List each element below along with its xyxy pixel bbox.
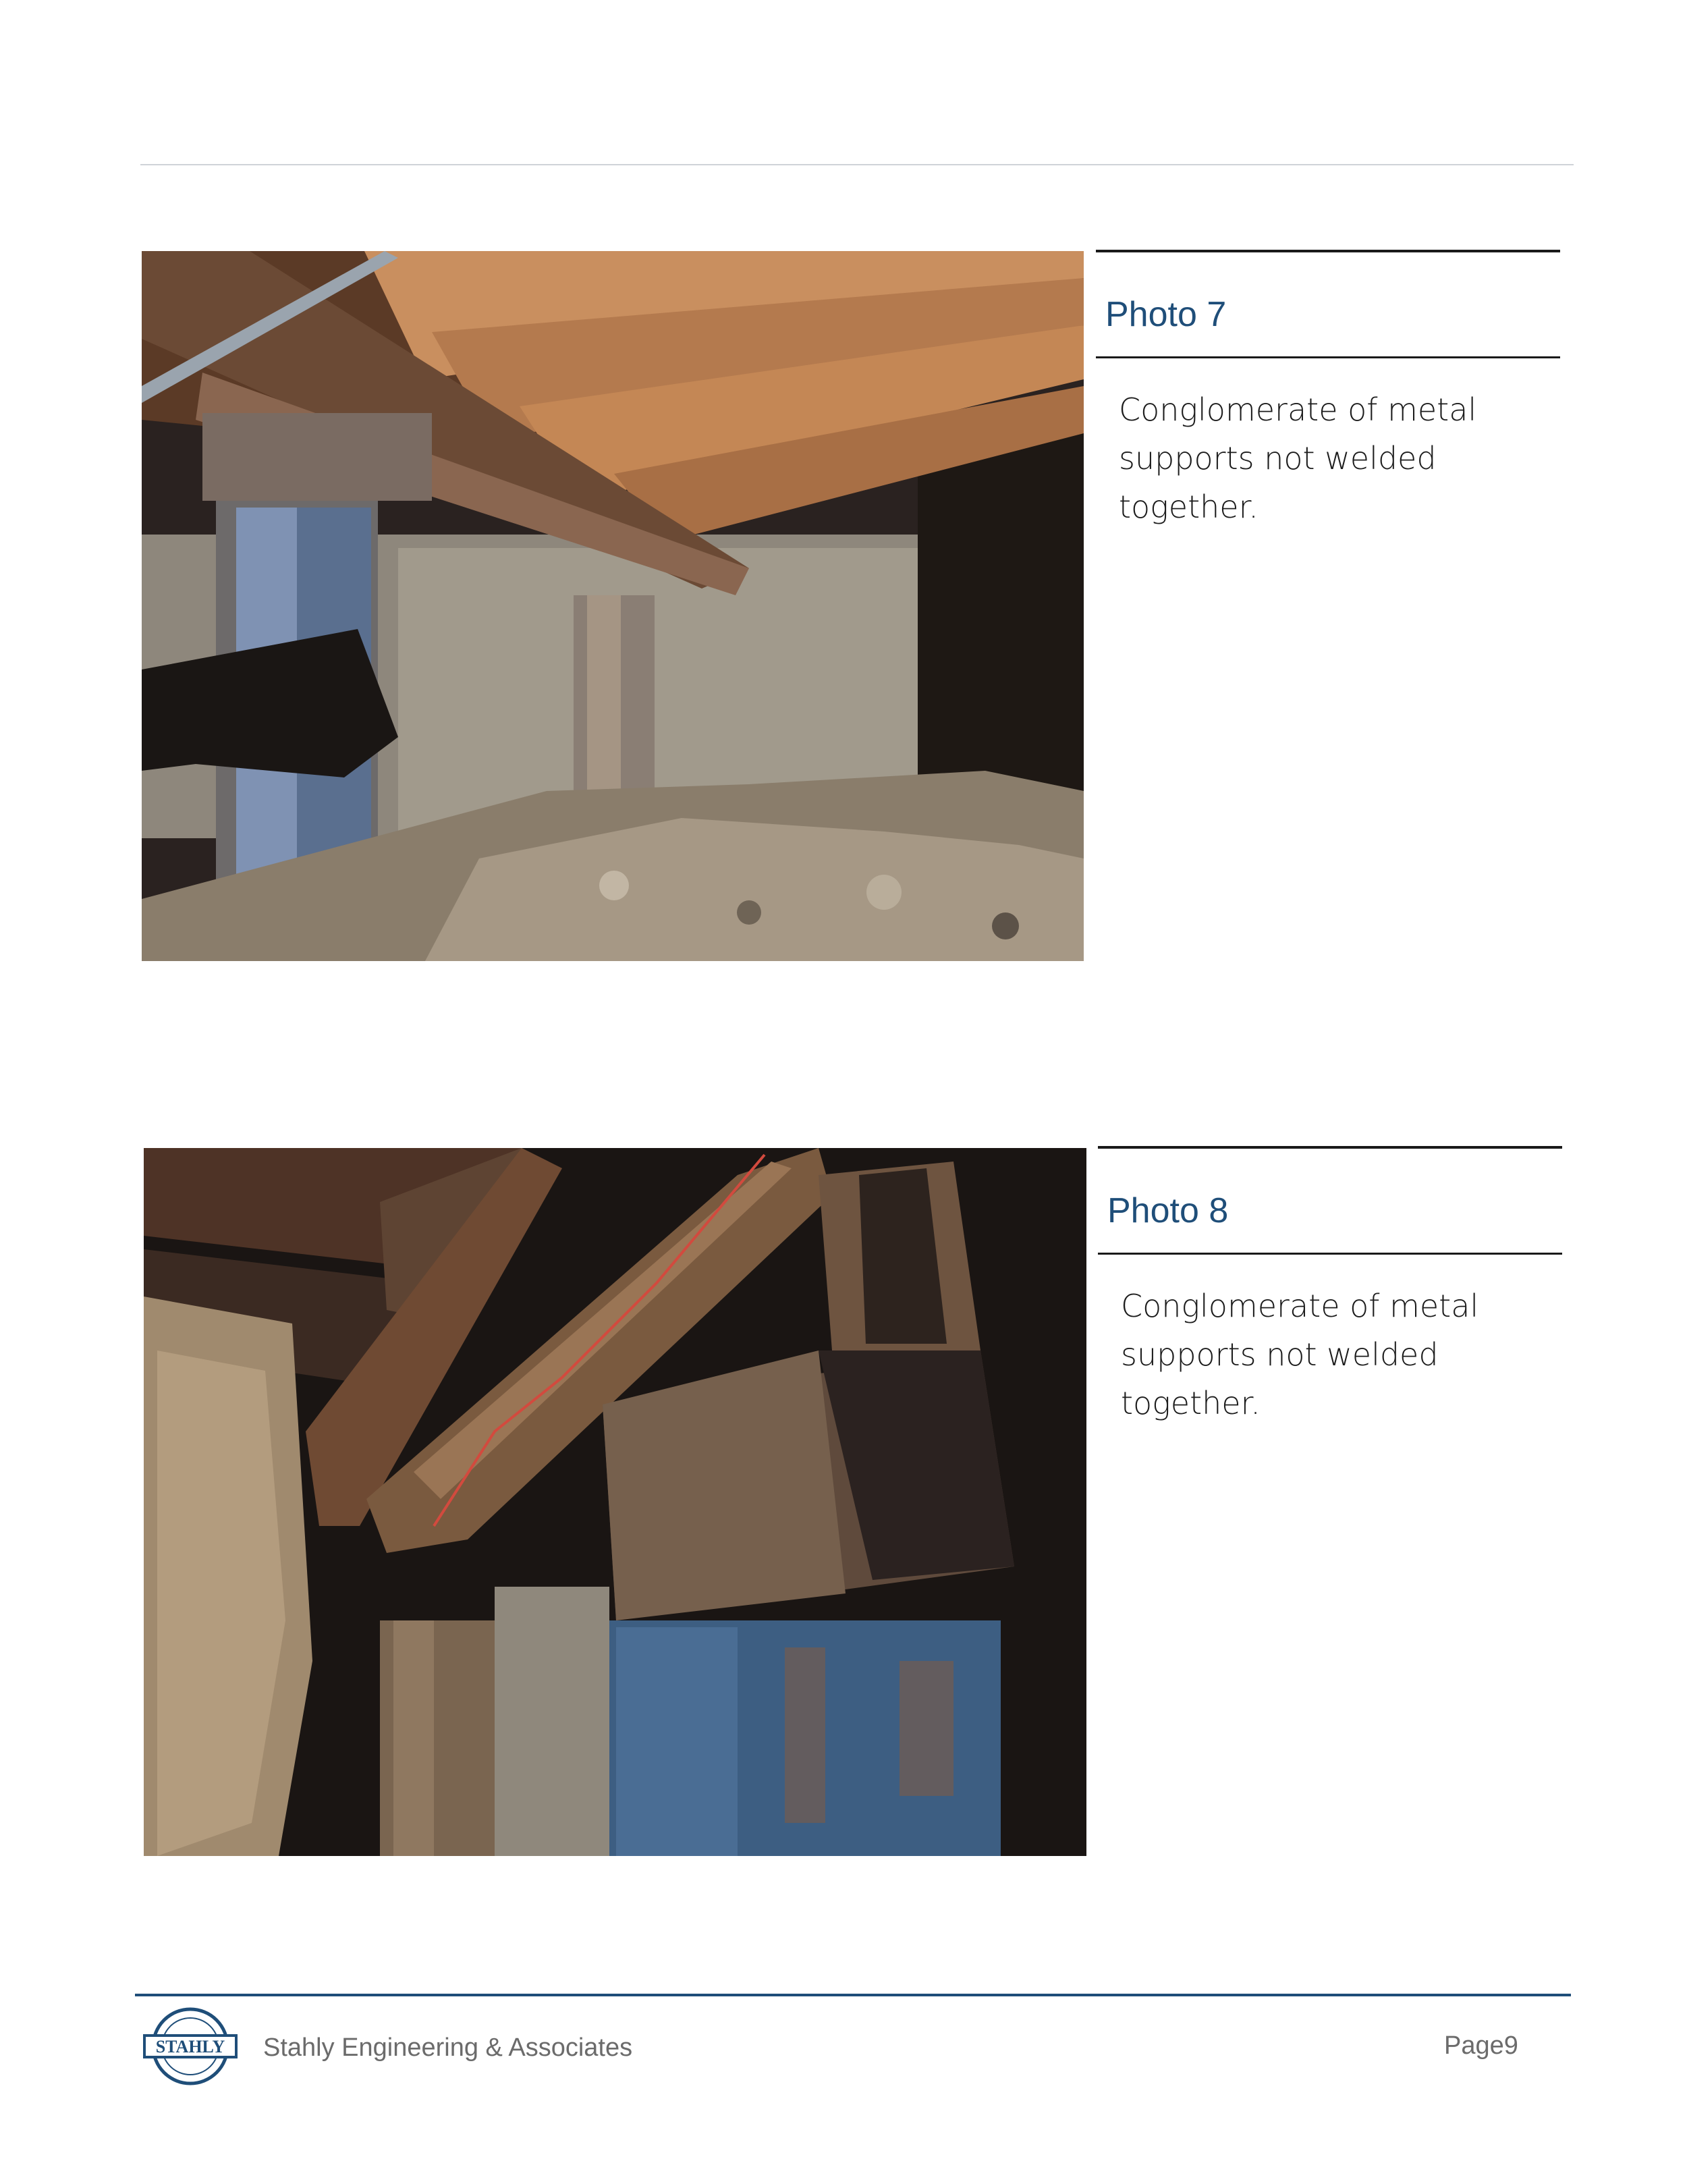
photo-8-caption: Conglomerate of metal supports not welded together. (1121, 1288, 1479, 1421)
photo-8-illustration (144, 1148, 1086, 1856)
stahly-logo (143, 2006, 238, 2087)
footer-divider (135, 1994, 1571, 1996)
photo-7-caption: Conglomerate of metal supports not welded together. (1119, 391, 1477, 525)
photo-8-caption-block (1098, 1146, 1562, 1427)
photo-7-image (142, 251, 1084, 961)
header-divider (140, 164, 1574, 165)
photo-7-title: Photo 7 (1105, 295, 1227, 334)
photo-7-illustration (142, 251, 1084, 961)
logo-text: STAHLY (155, 2037, 225, 2056)
footer-page-number: Page9 (1444, 2031, 1518, 2060)
photo-8-image (144, 1148, 1086, 1856)
photo-8-title: Photo 8 (1107, 1191, 1229, 1230)
footer-company-name: Stahly Engineering & Associates (263, 2033, 633, 2062)
photo-7-caption-block (1096, 250, 1560, 531)
stahly-logo-icon (143, 2006, 238, 2087)
